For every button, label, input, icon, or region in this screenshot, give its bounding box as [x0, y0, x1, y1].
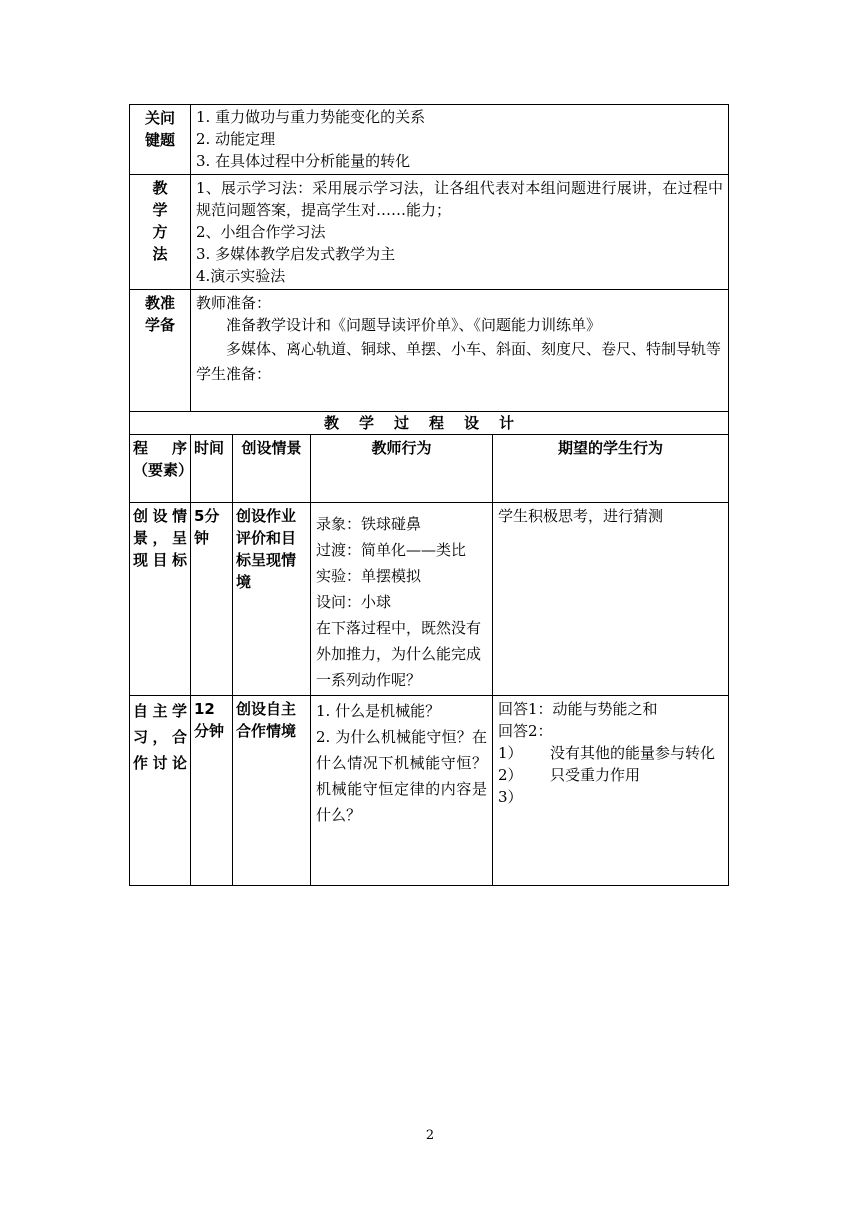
methods-label: 教 学 方 法	[130, 175, 191, 290]
teacher-behavior-cell	[311, 503, 493, 696]
teacher-behavior-line: 过渡：简单化——类比	[316, 541, 467, 559]
teacher-behavior-line: 录象：铁球碰鼻	[316, 515, 422, 533]
key-point-item: 1. 重力做功与重力势能变化的关系	[196, 108, 426, 126]
teacher-prep-heading: 教师准备：	[196, 294, 272, 312]
situation-cell: 创设自主合作情境	[233, 696, 311, 886]
student-behavior-line: 回答2：	[498, 722, 553, 740]
method-item: 4.演示实验法	[196, 267, 286, 285]
situation-cell: 创设作业评价和目标呈现情境	[233, 503, 311, 696]
student-behavior-line: 回答1：动能与势能之和	[498, 700, 658, 718]
section-title: 教学过程设计	[130, 412, 729, 435]
header-situation: 创设情景	[233, 435, 311, 503]
teacher-prep-line: 多媒体、离心轨道、铜球、单摆、小车、斜面、刻度尺、卷尺、特制导轨等	[226, 340, 722, 358]
procedure-cell: 自主学习，合作讨论	[130, 696, 191, 886]
student-prep-heading: 学生准备：	[196, 365, 272, 383]
methods-row	[130, 175, 729, 290]
method-item: 1、展示学习法：采用展示学习法，让各组代表对本组问题进行展讲，在过程中规范问题答案，提高学生对……能力；	[196, 179, 724, 219]
teacher-behavior-line: 实验：单摆模拟	[316, 567, 422, 585]
process-header-row	[130, 435, 729, 503]
process-row	[130, 696, 729, 886]
student-behavior-line: 学生积极思考，进行猜测	[498, 507, 664, 525]
key-points-label: 关问 键题	[130, 105, 191, 175]
key-point-item: 2. 动能定理	[196, 130, 276, 148]
student-list-item: 2） 只受重力作用	[498, 766, 641, 784]
preparation-row	[130, 290, 729, 412]
preparation-content	[191, 290, 729, 412]
key-point-item: 3. 在具体过程中分析能量的转化	[196, 152, 411, 170]
teacher-prep-line: 准备教学设计和《问题导读评价单》、《问题能力训练单》	[226, 316, 602, 334]
teacher-behavior-cell	[311, 696, 493, 886]
section-title-row	[130, 412, 729, 435]
student-behavior-cell	[493, 503, 729, 696]
key-points-content	[191, 105, 729, 175]
procedure-cell: 创设情景，呈现目标	[130, 503, 191, 696]
process-row	[130, 503, 729, 696]
time-cell: 12分钟	[191, 696, 233, 886]
teacher-behavior-line: 设问：小球	[316, 593, 392, 611]
time-cell: 5分钟	[191, 503, 233, 696]
key-points-row	[130, 105, 729, 175]
student-list-item: 3）	[498, 788, 523, 806]
teacher-behavior-line: 1. 什么是机械能？	[316, 702, 441, 720]
method-item: 3. 多媒体教学启发式教学为主	[196, 245, 396, 263]
header-student-behavior: 期望的学生行为	[493, 435, 729, 503]
methods-content	[191, 175, 729, 290]
teacher-behavior-line: 在下落过程中，既然没有外加推力，为什么能完成一系列动作呢？	[316, 619, 482, 689]
lesson-plan-table	[129, 104, 729, 886]
student-list-item: 1） 没有其他的能量参与转化	[498, 744, 716, 762]
header-time: 时间	[191, 435, 233, 503]
preparation-label: 教准 学备	[130, 290, 191, 412]
header-procedure: 程序（要素）	[130, 435, 191, 503]
header-teacher-behavior: 教师行为	[311, 435, 493, 503]
method-item: 2、小组合作学习法	[196, 223, 326, 241]
student-behavior-cell	[493, 696, 729, 886]
page-number: 2	[425, 1128, 435, 1143]
teacher-behavior-line: 2. 为什么机械能守恒？在什么情况下机械能守恒？机械能守恒定律的内容是什么？	[316, 728, 487, 824]
